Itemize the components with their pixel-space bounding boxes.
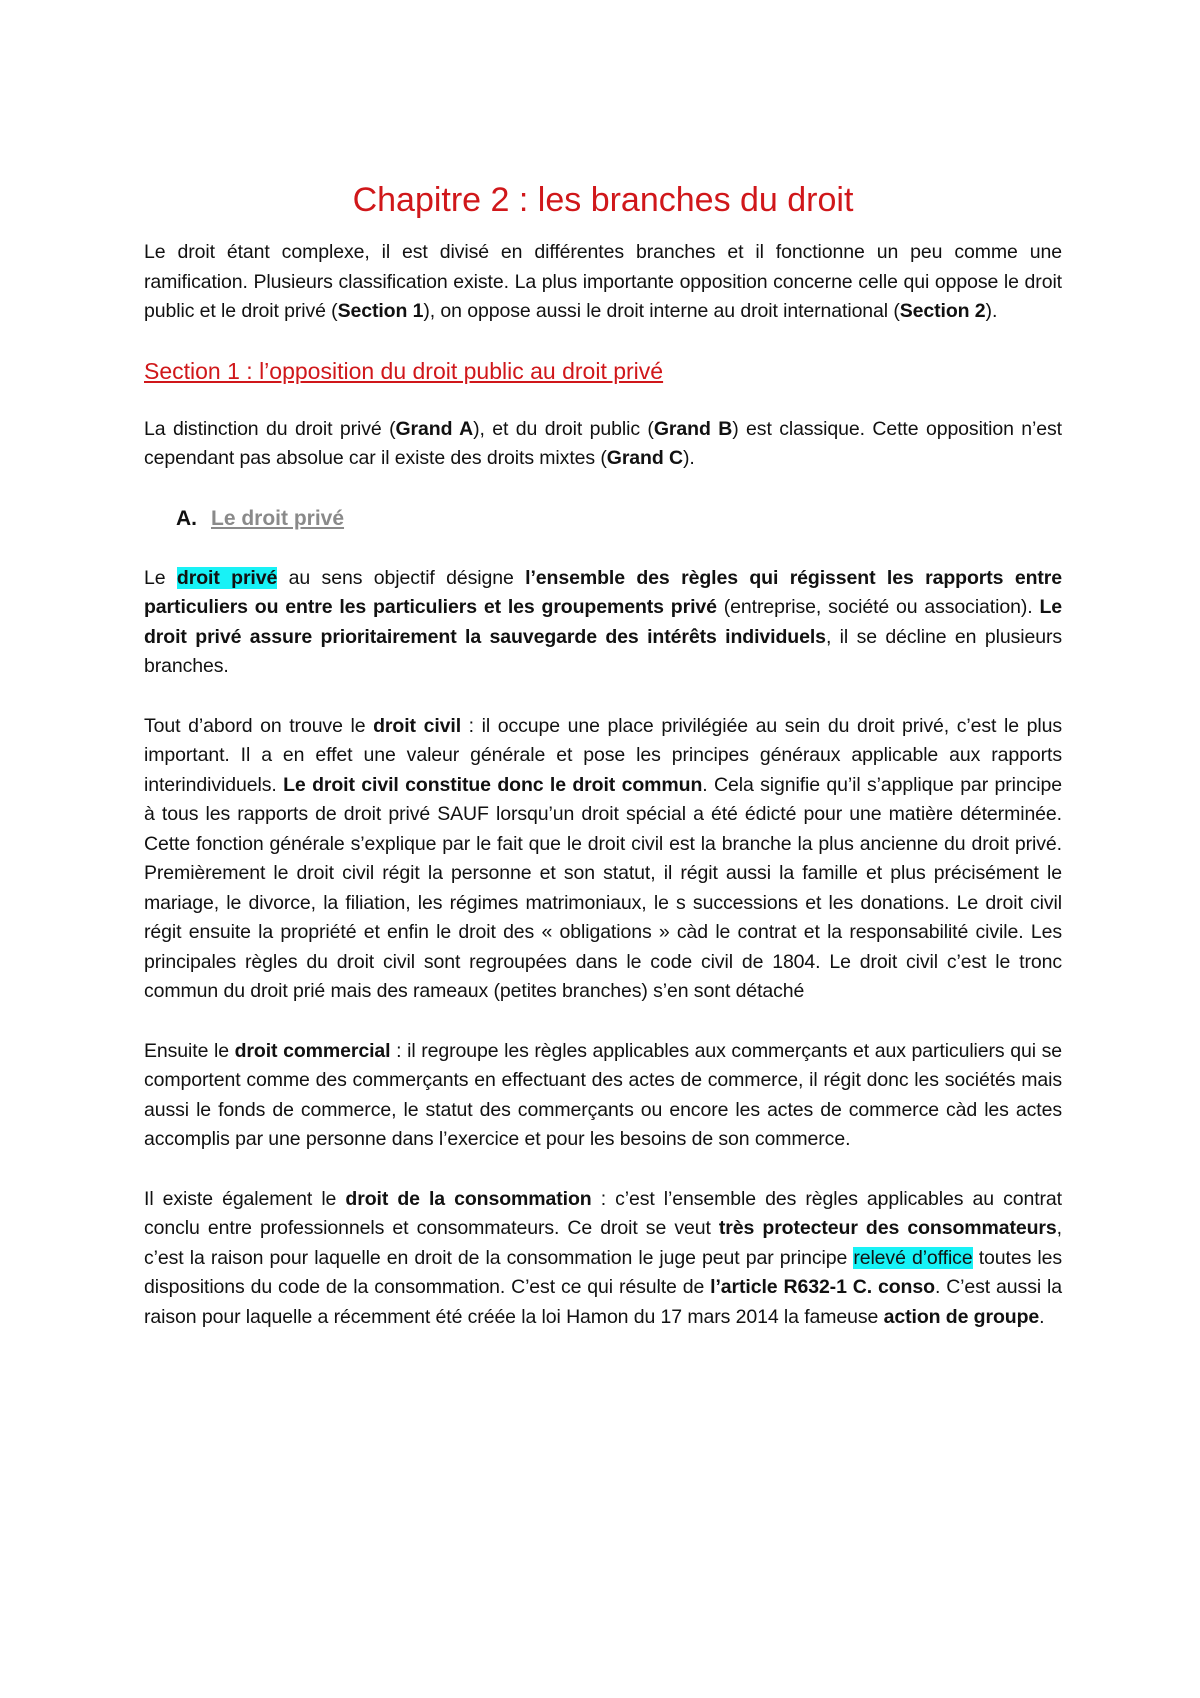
text-run: (entreprise, société ou association). (716, 596, 1040, 618)
droit-civil-paragraph (144, 712, 1062, 1007)
droit-commercial-paragraph (144, 1037, 1062, 1155)
text-run: Le droit étant complexe, il est divisé en différentes branches et il fonctionne un peu comme une ramification. Plusieurs classification existe. La plus importante opposition concerne celle qui oppose le droit public et le droit privé ( (144, 241, 1062, 322)
subheading-a (176, 504, 1062, 534)
text-run: ). (682, 447, 695, 469)
text-run: Il existe également le (144, 1187, 346, 1210)
section-1-title: Section 1 : l’opposition du droit public au droit privé (144, 357, 664, 384)
text-run: : il regroupe les règles applicables aux commerçants et aux particuliers qui se comportent comme des commerçants en effectuant des actes de commerce, il régit donc les sociétés mais aussi le fonds de commerce, le statut des commerçants ou encore les actes de commerce càd les actes accomplis par une personne dans l’exercice et pour les besoins de son commerce. (144, 1039, 1062, 1150)
text-run: . Cela signifie qu’il s’applique par principe à tous les rapports de droit privé SAUF lorsqu’un droit spécial a été édicté pour une matière déterminée. Cette fonction générale s’explique par le fait que le droit civil est la branche la plus ancienne du droit privé. Premièrement le droit civil régit la personne et son statut, il régit aussi la famille et plus précisément le mariage, le divorce, la filiation, les régimes matrimoniaux, le s successions et les donations. Le droit civil régit ensuite la propriété et enfin le droit des « obligations » càd le contrat et la responsabilité civile. Les principales règles du droit civil sont regroupées dans le code civil de 1804. Le droit civil c’est le tronc commun du droit prié mais des rameaux (petites branches) s’en sont détaché (144, 773, 1062, 1002)
text-run: Le (144, 566, 177, 589)
bold-run: Grand A (395, 417, 474, 440)
text-run: Ensuite le (144, 1039, 235, 1062)
bold-run: très protecteur des consommateurs (718, 1217, 1057, 1239)
text-run: Tout d’abord on trouve le (144, 714, 374, 737)
text-run: , il se décline en plusieurs branches. (144, 625, 1062, 677)
bold-run: action de groupe (883, 1305, 1040, 1328)
bold-run: l’ensemble des règles qui régissent les rapports entre particuliers ou entre les particuliers et les groupements privé (144, 566, 1063, 618)
section-1-intro-paragraph (144, 415, 1062, 474)
subheading-letter: A. (176, 506, 197, 530)
text-run: au sens objectif désigne (277, 566, 526, 589)
bold-run: Section 1 (337, 300, 424, 322)
bold-run: Section 2 (899, 300, 986, 322)
bold-run: droit civil (373, 714, 462, 737)
bold-run: Le droit civil constitue donc le droit commun (283, 773, 703, 796)
paragraph-spacer (144, 1007, 1062, 1037)
text-run: ), on oppose aussi le droit interne au droit international ( (423, 300, 900, 322)
text-run: ), et du droit public ( (473, 417, 654, 440)
text-run: . (1039, 1305, 1045, 1328)
text-run: La distinction du droit privé ( (144, 417, 396, 440)
bold-run: Grand C (606, 447, 683, 469)
text-run: : c’est l’ensemble des règles applicables au contrat conclu entre professionnels et consommateurs. Ce droit se veut (144, 1187, 1062, 1239)
paragraph-spacer (144, 1155, 1062, 1185)
text-run: , c’est la raison pour laquelle en droit de la consommation le juge peut par principe (144, 1217, 1062, 1269)
text-run: ) est classique. Cette opposition n’est cependant pas absolue car il existe des droits mixtes ( (144, 417, 1062, 469)
subheading-label: Le droit privé (211, 506, 345, 530)
text-run: : il occupe une place privilégiée au sein du droit privé, c’est le plus important. Il a en effet une valeur générale et pose les principes généraux applicable aux rapports interindividuels. (144, 714, 1062, 796)
highlighted-run: droit privé (176, 566, 278, 589)
droit-consommation-paragraph (144, 1185, 1062, 1333)
bold-run: Grand B (653, 417, 733, 440)
intro-paragraph (144, 238, 1062, 327)
bold-run: droit commercial (234, 1039, 391, 1062)
bold-run: Le droit privé assure prioritairement la sauvegarde des intérêts individuels (144, 596, 1062, 648)
text-run: toutes les dispositions du code de la consommation. C’est ce qui résulte de (144, 1246, 1062, 1298)
text-run: . C’est aussi la raison pour laquelle a récemment été créée la loi Hamon du 17 mars 2014 la fameuse (144, 1276, 1062, 1328)
bold-run: droit de la consommation (345, 1187, 592, 1210)
highlighted-run: relevé d’office (853, 1246, 973, 1269)
paragraph-spacer (144, 682, 1062, 712)
text-run: ). (985, 300, 998, 322)
droit-prive-paragraph (144, 564, 1062, 682)
chapter-title: Chapitre 2 : les branches du droit (352, 181, 854, 219)
bold-run: l’article R632-1 C. conso (710, 1276, 935, 1298)
